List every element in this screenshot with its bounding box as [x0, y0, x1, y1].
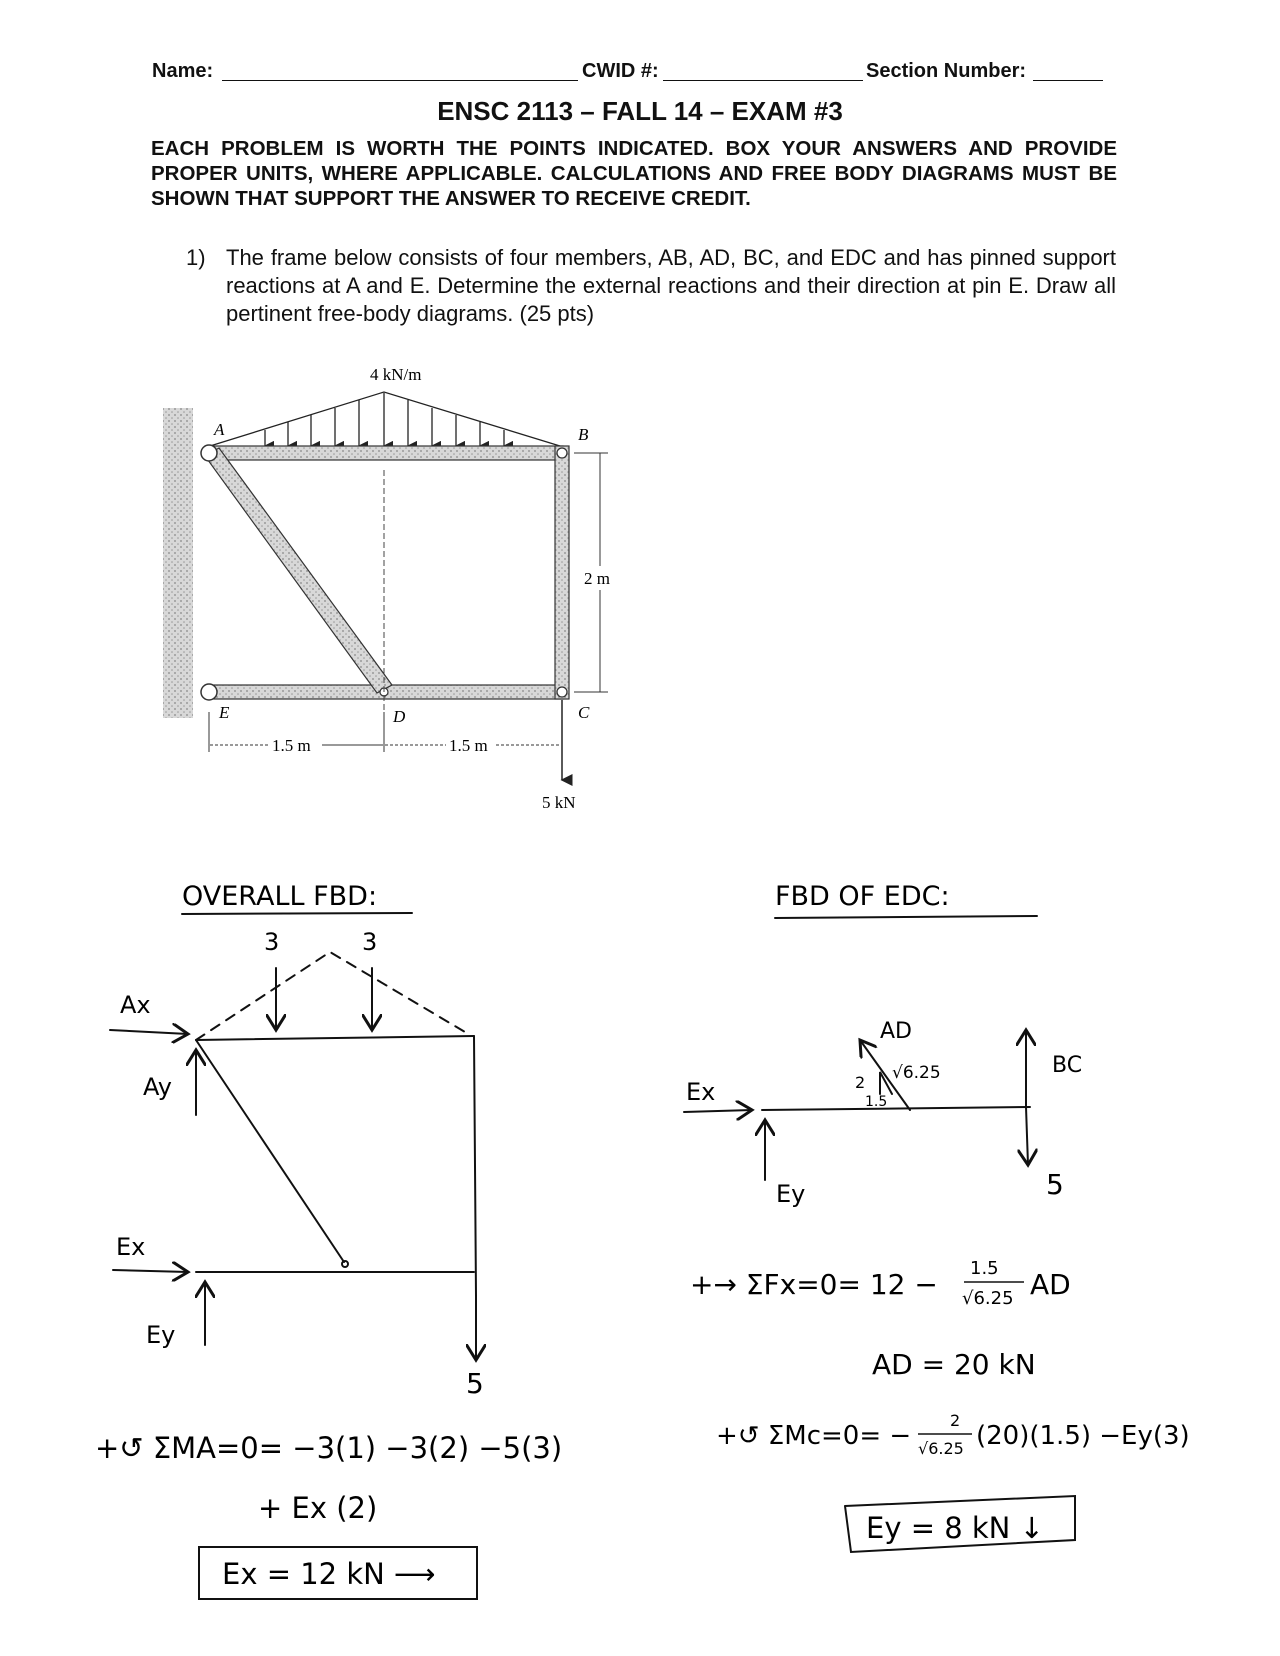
overall-answer-ex: Ex = 12 kN ⟶: [222, 1557, 436, 1591]
cwid-label: CWID #:: [582, 60, 659, 82]
label-d: D: [393, 707, 406, 726]
edc-load-c: 5: [1046, 1168, 1064, 1201]
problem-text: The frame below consists of four members, AB, AD, BC, and EDC and has pinned support reactions at A and E. Determine the external reactions and their direction at pin E. Draw all pertinent free-body diagrams. (25 pts): [226, 245, 1116, 326]
label-e: E: [219, 703, 230, 722]
name-label: Name:: [152, 60, 214, 82]
dim-ed-label: 1.5 m: [272, 736, 311, 755]
exam-title: ENSC 2113 – FALL 14 – EXAM #3: [437, 96, 843, 126]
edc-slope-hyp: √6.25: [892, 1063, 941, 1083]
edc-slope-run: 1.5: [865, 1094, 888, 1110]
section-label: Section Number:: [866, 60, 1027, 82]
load-intensity-label: 4 kN/m: [370, 365, 422, 384]
edc-moment-eq-lhs: +↺ ΣMc=0= −: [716, 1421, 912, 1451]
edc-force-eq-lhs: +→ ΣFx=0= 12 −: [690, 1268, 938, 1301]
label-a: A: [214, 420, 225, 439]
overall-moment-eq-2: + Ex (2): [258, 1491, 378, 1525]
edc-moment-eq-num: 2: [950, 1411, 961, 1430]
exam-instructions: EACH PROBLEM IS WORTH THE POINTS INDICATED. BOX YOUR ANSWERS AND PROVIDE PROPER UNITS, WHERE APPLICABLE. CALCULATIONS AND FREE BODY DIAGRAMS MUST BE SHOWN THAT SUPPORT THE ANSWER TO RECEIVE CREDIT.: [151, 137, 1117, 210]
edc-ad-result: AD = 20 kN: [872, 1348, 1036, 1381]
point-load-label: 5 kN: [542, 793, 576, 812]
overall-ax: Ax: [120, 991, 151, 1019]
overall-load-2: 3: [362, 928, 378, 956]
edc-bc: BC: [1052, 1053, 1083, 1078]
edc-ey: Ey: [776, 1180, 806, 1208]
label-c: C: [578, 703, 590, 722]
height-dim-label: 2 m: [584, 569, 610, 588]
edc-ex: Ex: [686, 1078, 716, 1106]
dim-dc-label: 1.5 m: [449, 736, 488, 755]
edc-force-eq-den: √6.25: [962, 1288, 1014, 1309]
problem-number: 1): [186, 245, 206, 270]
overall-fbd-heading: OVERALL FBD:: [182, 881, 378, 912]
overall-ey: Ey: [146, 1321, 176, 1349]
edc-moment-eq-den: √6.25: [918, 1439, 964, 1458]
edc-fbd-heading: FBD OF EDC:: [775, 881, 950, 912]
edc-force-eq-rhs: AD: [1030, 1268, 1071, 1301]
overall-ex: Ex: [116, 1233, 146, 1261]
overall-load-c: 5: [466, 1367, 484, 1400]
edc-moment-eq-rhs: (20)(1.5) −Ey(3): [976, 1421, 1190, 1451]
overall-load-1: 3: [264, 928, 280, 956]
edc-force-eq-num: 1.5: [970, 1258, 999, 1279]
edc-slope-rise: 2: [855, 1073, 866, 1092]
overall-moment-eq-1: +↺ ΣMA=0= −3(1) −3(2) −5(3): [95, 1431, 563, 1465]
edc-ad: AD: [880, 1019, 912, 1044]
edc-answer-ey: Ey = 8 kN ↓: [866, 1511, 1044, 1545]
overall-ay: Ay: [143, 1073, 172, 1101]
label-b: B: [578, 425, 589, 444]
